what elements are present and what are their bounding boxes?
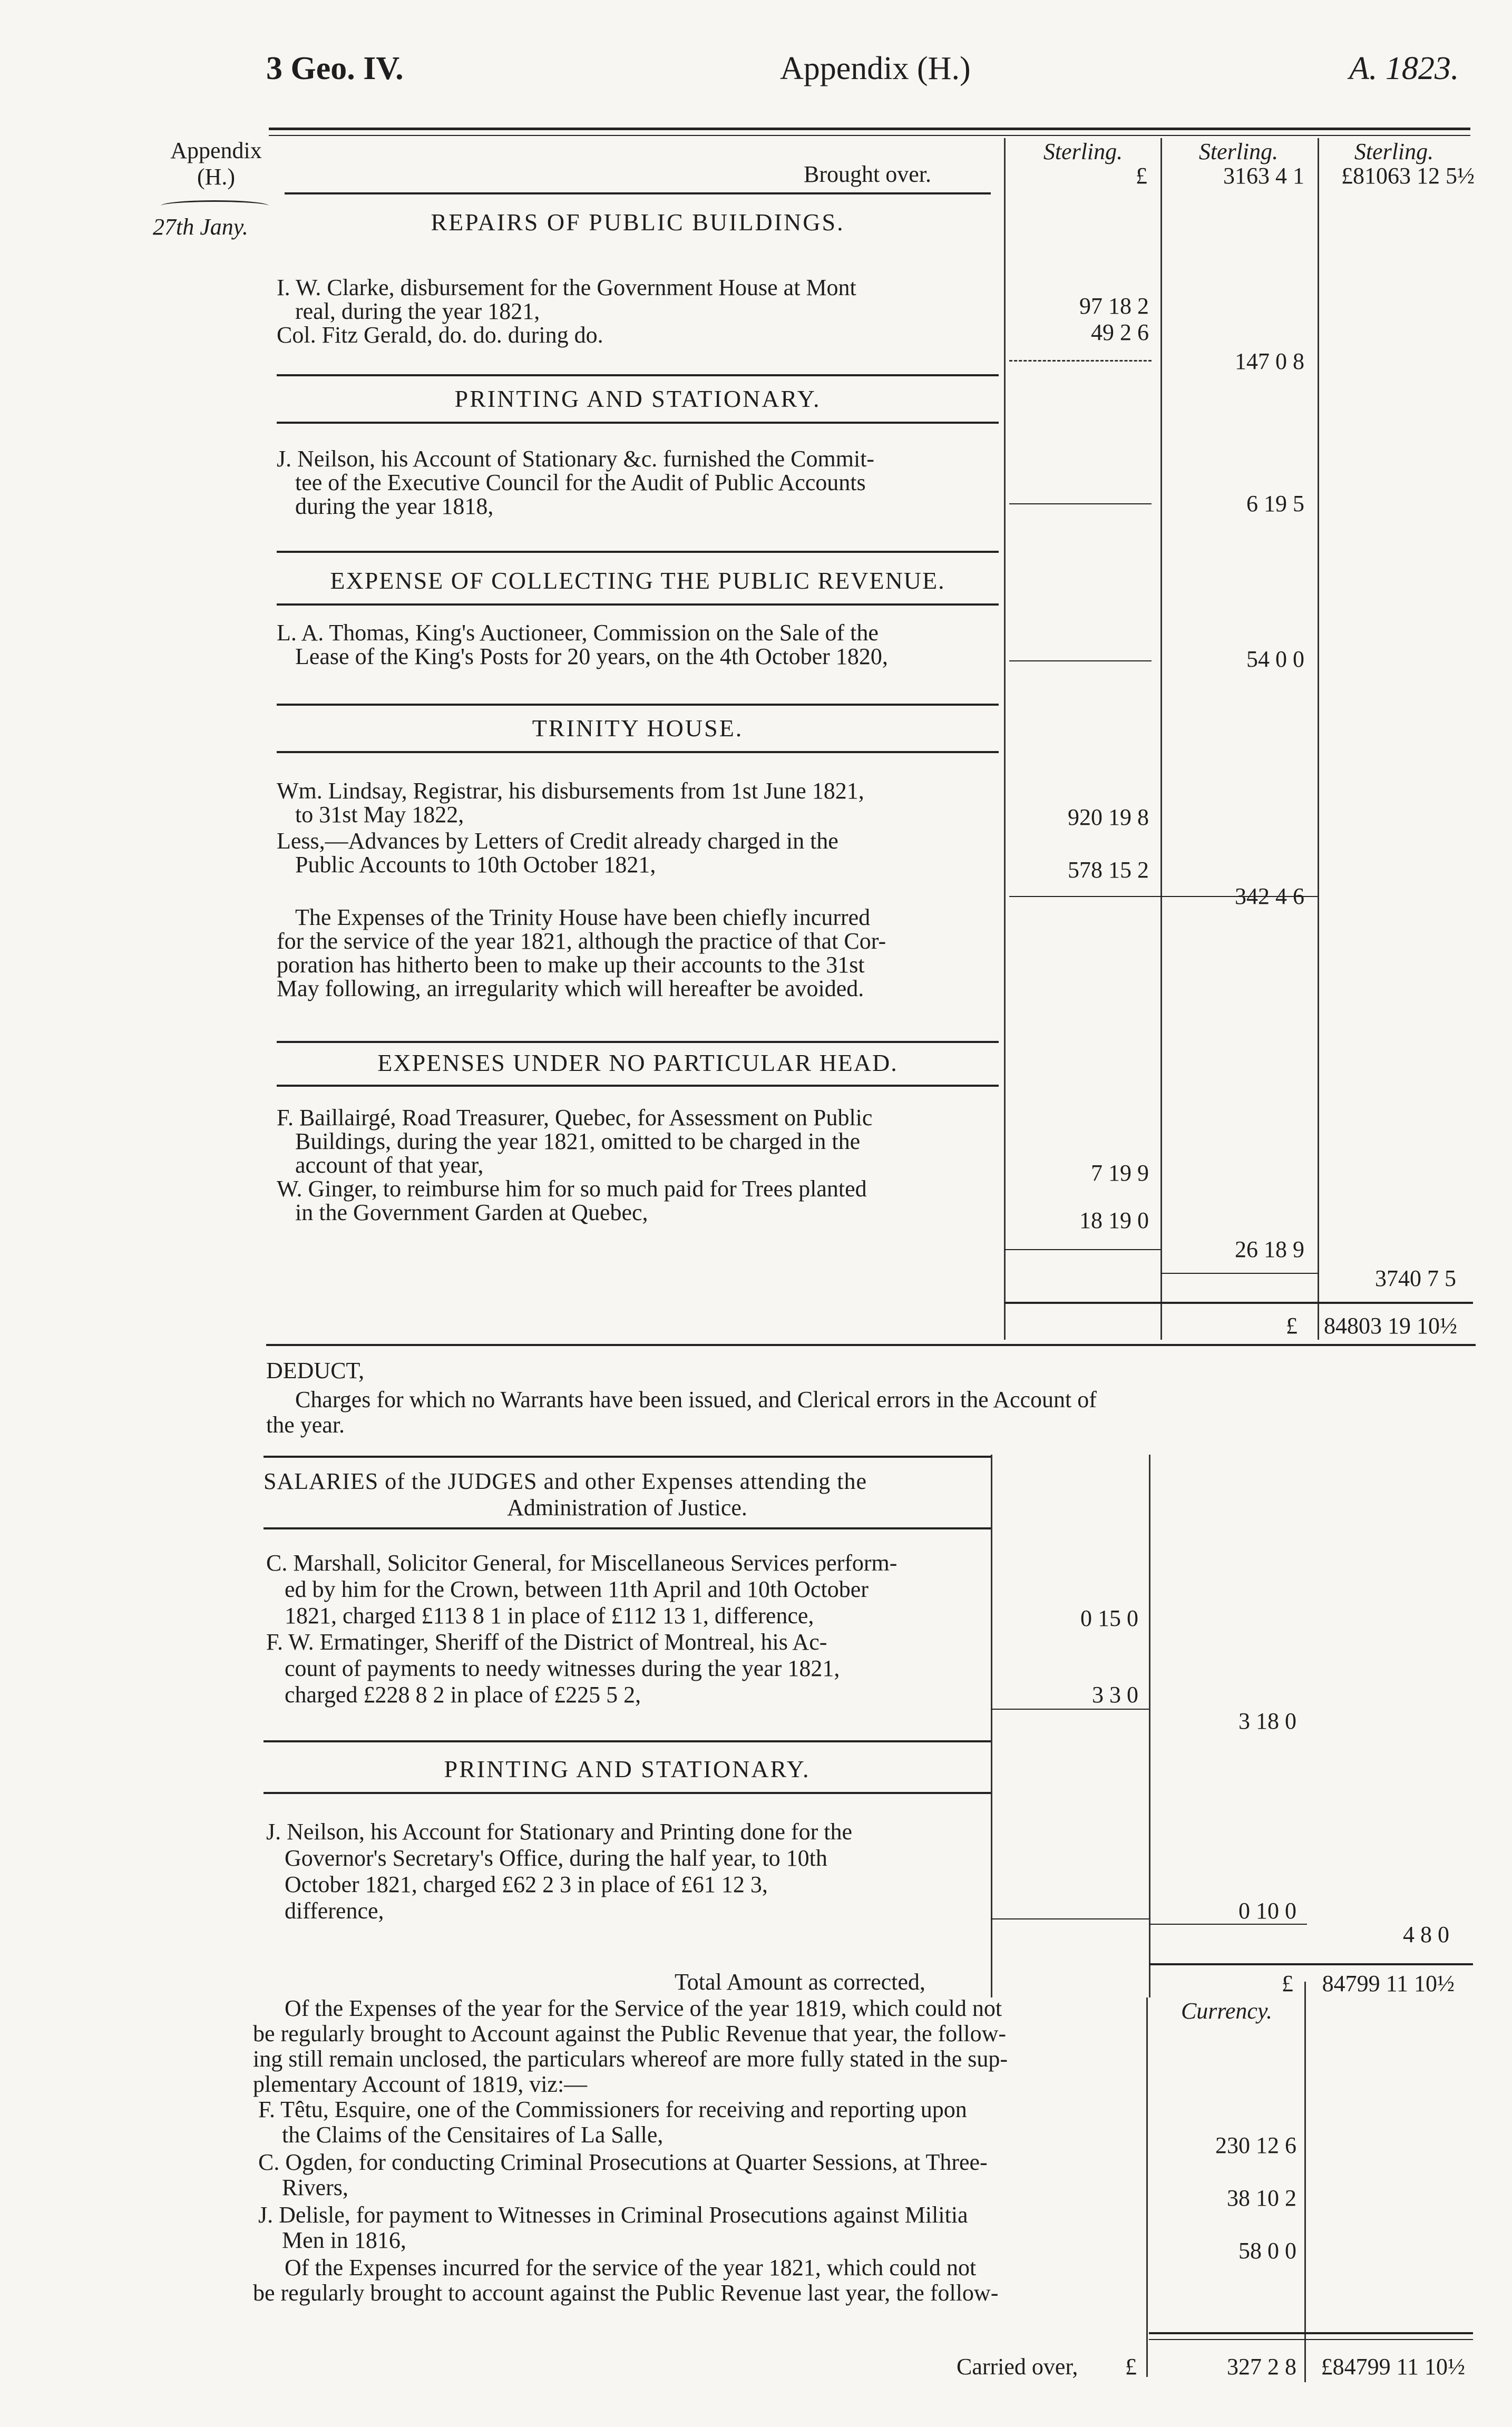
brought-over-label: Brought over. [804, 161, 931, 187]
collecting-col-rule [1009, 660, 1152, 661]
rule-p [1149, 1963, 1473, 1965]
trinity-note-4: May following, an irregularity which will hereafter be avoided. [277, 976, 864, 1001]
no-head-heading: EXPENSES UNDER NO PARTICULAR HEAD. [377, 1049, 898, 1076]
rule-k [266, 1344, 1476, 1346]
expenses-1821-line-1: Of the Expenses incurred for the service of the year 1821, which could not [285, 2255, 977, 2280]
rule-c [277, 422, 999, 424]
deduct-line-2: the year. [266, 1412, 345, 1438]
expenses-1819-line-2: be regularly brought to Account against the Public Revenue that year, the follow- [253, 2021, 1007, 2046]
top-rule [269, 128, 1470, 130]
margin-appendix-sub: (H.) [197, 164, 236, 190]
currency-header: Currency. [1181, 1998, 1273, 2024]
col-line-4 [991, 1455, 992, 1997]
printing1-line-3: during the year 1818, [295, 493, 494, 519]
collecting-line-1: L. A. Thomas, King's Auctioneer, Commission on the Sale of the [277, 620, 879, 646]
header-center: Appendix (H.) [780, 51, 971, 86]
repairs-line-2: real, during the year 1821, [295, 298, 540, 324]
no-head-col-rule-2 [1160, 1273, 1319, 1274]
col-line-1 [1004, 138, 1006, 1340]
grand-total: 84803 19 10½ [1324, 1313, 1457, 1339]
rule-b [277, 374, 999, 376]
printing2-total: 0 10 0 [1238, 1898, 1296, 1924]
margin-appendix: Appendix [170, 138, 262, 163]
expenses-1819-value-1: 230 12 6 [1215, 2132, 1296, 2158]
expenses-1819-value-3: 58 0 0 [1238, 2238, 1296, 2264]
expenses-1819-line-3: ing still remain unclosed, the particulars whereof are more fully stated in the sup- [253, 2046, 1008, 2072]
total-corrected-label: Total Amount as corrected, [675, 1969, 925, 1995]
no-head-line-2: Buildings, during the year 1821, omitted to be charged in the [295, 1128, 861, 1154]
rule-l [264, 1456, 991, 1458]
collecting-heading: EXPENSE OF COLLECTING THE PUBLIC REVENUE. [330, 567, 945, 594]
printing2-line-4: difference, [285, 1898, 384, 1924]
expenses-1819-item-1b: the Claims of the Censitaires of La Salle, [282, 2122, 664, 2148]
salaries-heading-1: SALARIES of the JUDGES and other Expenses attending the [264, 1468, 867, 1494]
printing1-col-rule [1009, 503, 1152, 504]
header-right: A. 1823. [1349, 51, 1459, 86]
rule-o [264, 1792, 991, 1794]
collecting-line-2: Lease of the King's Posts for 20 years, on the 4th October 1820, [295, 644, 888, 669]
col2-header: Sterling. [1198, 139, 1279, 164]
expenses-1819-item-2a: C. Ogden, for conducting Criminal Prosecutions at Quarter Sessions, at Three- [258, 2149, 988, 2175]
expenses-1819-item-3b: Men in 1816, [282, 2227, 406, 2253]
col-line-7 [1304, 1982, 1306, 2382]
rule-q [1149, 2332, 1473, 2334]
carried-over-pound: £ [1125, 2354, 1137, 2380]
margin-brace [161, 200, 269, 211]
col-line-2 [1160, 138, 1162, 1340]
brought-over-col2: 3163 4 1 [1223, 163, 1304, 189]
printing1-line-2: tee of the Executive Council for the Audit of Public Accounts [295, 470, 866, 495]
expenses-1821-line-2: be regularly brought to account against the Public Revenue last year, the follow- [253, 2280, 999, 2306]
rule-n [264, 1740, 991, 1742]
rule-h [277, 1041, 999, 1043]
repairs-value-1: 97 18 2 [1079, 293, 1149, 319]
trinity-total: 342 4 6 [1235, 883, 1304, 909]
salaries-total: 3 18 0 [1238, 1708, 1296, 1734]
repairs-value-2: 49 2 6 [1091, 319, 1149, 345]
salaries-line-5: count of payments to needy witnesses during the year 1821, [285, 1655, 840, 1681]
no-head-line-3: account of that year, [295, 1152, 484, 1178]
brought-over-pound: £ [1136, 163, 1147, 189]
expenses-1819-line-1: Of the Expenses of the year for the Service of the year 1819, which could not [285, 1995, 1002, 2021]
printing2-col-rule [991, 1918, 1149, 1919]
printing2-col3: 4 8 0 [1403, 1922, 1449, 1947]
printing2-line-3: October 1821, charged £62 2 3 in place of £61 12 3, [285, 1872, 768, 1897]
salaries-value-2: 3 3 0 [1092, 1682, 1138, 1708]
no-head-col-rule [1004, 1249, 1161, 1250]
grand-pound: £ [1286, 1313, 1298, 1339]
rule-q2 [1149, 2339, 1473, 2340]
no-head-col3-total: 3740 7 5 [1375, 1265, 1456, 1291]
trinity-line-4: Public Accounts to 10th October 1821, [295, 852, 656, 878]
col-line-5 [1149, 1455, 1150, 1997]
col-line-3 [1318, 138, 1319, 1340]
salaries-value-1: 0 15 0 [1080, 1605, 1138, 1631]
trinity-note-2: for the service of the year 1821, although the practice of that Cor- [277, 928, 886, 954]
expenses-1819-item-2b: Rivers, [282, 2175, 348, 2200]
salaries-heading-2: Administration of Justice. [507, 1495, 747, 1520]
no-head-line-1: F. Baillairgé, Road Treasurer, Quebec, for Assessment on Public [277, 1105, 873, 1130]
trinity-line-1: Wm. Lindsay, Registrar, his disbursements from 1st June 1821, [277, 778, 864, 804]
printing1-heading: PRINTING AND STATIONARY. [454, 385, 821, 412]
rule-d [277, 551, 999, 553]
printing2-col-rule-2 [1149, 1924, 1307, 1925]
repairs-total: 147 0 8 [1235, 348, 1304, 374]
total-corrected-value: 84799 11 10½ [1322, 1971, 1455, 1996]
rule-g [277, 751, 999, 753]
salaries-line-4: F. W. Ermatinger, Sheriff of the District of Montreal, his Ac- [266, 1629, 827, 1655]
no-head-line-4: W. Ginger, to reimburse him for so much paid for Trees planted [277, 1176, 867, 1202]
repairs-dash [1009, 360, 1152, 362]
brought-over-col3: £81063 12 5½ [1341, 163, 1475, 189]
printing2-line-2: Governor's Secretary's Office, during the half year, to 10th [285, 1845, 827, 1871]
col-line-6 [1146, 1997, 1148, 2377]
printing1-line-1: J. Neilson, his Account of Stationary &c. furnished the Commit- [277, 446, 875, 472]
expenses-1819-line-4: plementary Account of 1819, viz:— [253, 2071, 588, 2097]
salaries-line-3: 1821, charged £113 8 1 in place of £112 13 1, difference, [285, 1603, 814, 1629]
deduct-line-1: Charges for which no Warrants have been issued, and Clerical errors in the Account of [295, 1387, 1097, 1412]
printing2-heading: PRINTING AND STATIONARY. [444, 1756, 811, 1782]
no-head-line-5: in the Government Garden at Quebec, [295, 1200, 648, 1225]
total-corrected-pound: £ [1282, 1971, 1293, 1996]
trinity-heading: TRINITY HOUSE. [532, 715, 744, 742]
printing2-line-1: J. Neilson, his Account for Stationary and Printing done for the [266, 1819, 853, 1845]
repairs-line-1: I. W. Clarke, disbursement for the Government House at Mont [277, 275, 856, 300]
rule-j [1004, 1302, 1473, 1304]
printing1-total: 6 19 5 [1246, 491, 1304, 516]
trinity-line-3: Less,—Advances by Letters of Credit already charged in the [277, 828, 838, 854]
salaries-line-2: ed by him for the Crown, between 11th April and 10th October [285, 1576, 869, 1602]
repairs-heading: REPAIRS OF PUBLIC BUILDINGS. [431, 209, 845, 236]
rule-m [264, 1527, 991, 1529]
expenses-1819-item-1a: F. Têtu, Esquire, one of the Commissioners for receiving and reporting upon [258, 2097, 967, 2122]
rule-f [277, 704, 999, 706]
deduct-label: DEDUCT, [266, 1358, 365, 1383]
salaries-line-1: C. Marshall, Solicitor General, for Miscellaneous Services perform- [266, 1550, 898, 1576]
trinity-note-1: The Expenses of the Trinity House have been chiefly incurred [295, 904, 871, 930]
collecting-total: 54 0 0 [1246, 646, 1304, 672]
trinity-value-1: 920 19 8 [1068, 804, 1149, 830]
trinity-note-3: poration has hitherto been to make up their accounts to the 31st [277, 952, 865, 978]
no-head-value-2: 18 19 0 [1079, 1207, 1149, 1233]
no-head-total: 26 18 9 [1235, 1236, 1304, 1262]
salaries-col-rule [991, 1709, 1149, 1710]
no-head-value-1: 7 19 9 [1091, 1160, 1149, 1186]
expenses-1819-value-2: 38 10 2 [1227, 2185, 1296, 2211]
rule-i [277, 1085, 999, 1087]
carried-over-label: Carried over, [957, 2354, 1078, 2380]
rule-a [285, 192, 991, 194]
header-left: 3 Geo. IV. [266, 51, 404, 86]
repairs-line-3: Col. Fitz Gerald, do. do. during do. [277, 322, 603, 348]
carried-over-col3: £84799 11 10½ [1321, 2354, 1465, 2380]
expenses-1819-item-3a: J. Delisle, for payment to Witnesses in Criminal Prosecutions against Militia [258, 2202, 968, 2228]
carried-over-col2: 327 2 8 [1227, 2354, 1296, 2380]
col3-header: Sterling. [1354, 139, 1434, 164]
salaries-line-6: charged £228 8 2 in place of £225 5 2, [285, 1682, 641, 1708]
top-rule-2 [269, 135, 1470, 136]
trinity-value-2: 578 15 2 [1068, 857, 1149, 883]
margin-date: 27th Jany. [153, 214, 248, 240]
col1-header: Sterling. [1043, 139, 1123, 164]
rule-e [277, 603, 999, 606]
trinity-line-2: to 31st May 1822, [295, 802, 464, 827]
